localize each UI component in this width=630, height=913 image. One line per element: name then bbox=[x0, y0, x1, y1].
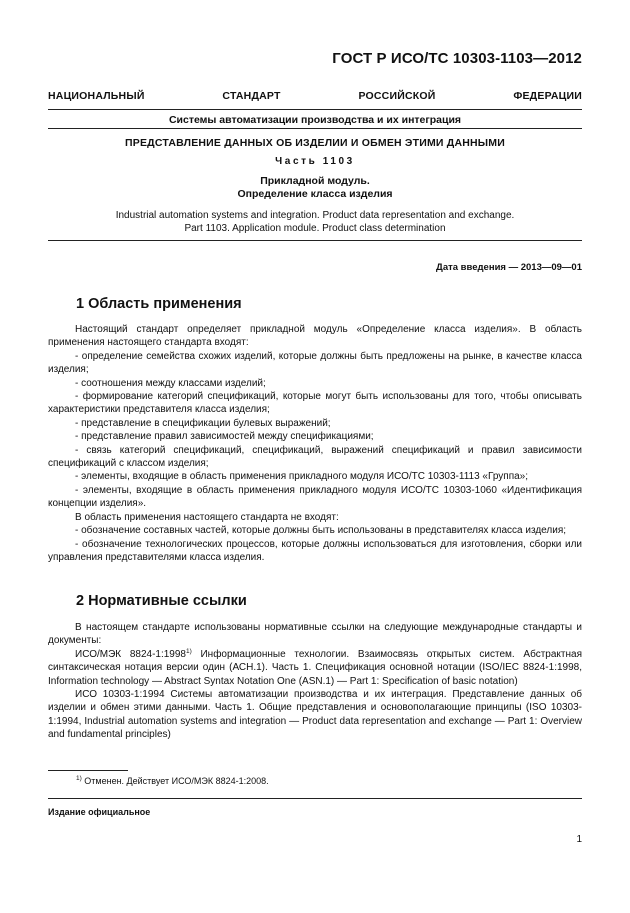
official-edition-label: Издание официальное bbox=[48, 807, 151, 817]
header-rule-top bbox=[48, 109, 582, 110]
section-2-body bbox=[48, 621, 582, 742]
title-main: ПРЕДСТАВЛЕНИЕ ДАННЫХ ОБ ИЗДЕЛИИ И ОБМЕН ЭТИМИ ДАННЫМИ bbox=[125, 137, 505, 149]
title-english-line-1: Industrial automation systems and integration. Product data representation and exchange. bbox=[115, 210, 515, 221]
reference-code: ИСО/МЭК 8824-1:1998 bbox=[75, 648, 186, 660]
effective-date: Дата введения — 2013—09—01 bbox=[436, 262, 582, 273]
title-subtitle-line-1: Прикладной модуль. bbox=[260, 175, 370, 187]
section-1-heading: 1 Область применения bbox=[76, 296, 242, 312]
list-item: - элементы, входящие в область применения прикладного модуля ИСО/ТС 10303-1113 «Группа»; bbox=[75, 471, 529, 483]
national-standard-heading: НАЦИОНАЛЬНЫЙ СТАНДАРТ РОССИЙСКОЙ ФЕДЕРАЦИИ bbox=[48, 90, 582, 102]
title-part: Часть 1103 bbox=[275, 156, 355, 167]
list-item: - элементы, входящие в область применения прикладного модуля ИСО/ТС 10303-1060 «Идентификация концепции изделия». bbox=[48, 484, 582, 510]
list-item: - представление правил зависимостей между спецификациями; bbox=[75, 431, 374, 443]
section-2-heading: 2 Нормативные ссылки bbox=[76, 593, 247, 609]
title-english bbox=[48, 209, 582, 235]
document-code: ГОСТ Р ИСО/ТС 10303-1103—2012 bbox=[332, 50, 582, 67]
title-series: Системы автоматизации производства и их интеграция bbox=[168, 114, 462, 126]
list-item: - соотношения между классами изделий; bbox=[75, 377, 266, 389]
list-item: - обозначение технологических процессов, которые должны использоваться для изготовления, сборки или управления представителями класса изделия. bbox=[48, 538, 582, 563]
page-number: 1 bbox=[576, 834, 582, 845]
title-english-line-2: Part 1103. Application module. Product class determination bbox=[184, 223, 446, 234]
title-rule bbox=[48, 128, 582, 129]
list-item: - определение семейства схожих изделий, которые должны быть предложены на рынке, в качестве класса изделия; bbox=[48, 350, 582, 376]
reference-item: ИСО 10303-1:1994 Системы автоматизации производства и их интеграция. Представление данных об изделии и обмен этими данными. Часть 1. Общие представления и основополагающие принципы (ISO 10303-1:1994, Industrial automation systems and integration — Product data representation and exchange — Part 1: Overview and fundamental principles) bbox=[48, 689, 582, 741]
title-subtitle bbox=[48, 175, 582, 201]
footnote-text: Отменен. Действует ИСО/МЭК 8824-1:2008. bbox=[81, 776, 269, 786]
reference-item bbox=[48, 648, 582, 688]
paragraph: В настоящем стандарте использованы нормативные ссылки на следующие международные стандарты и документы: bbox=[48, 622, 582, 647]
list-item: - связь категорий спецификаций, спецификаций, выражений спецификаций и правил зависимости спецификаций с классом изделия; bbox=[48, 444, 582, 470]
list-item: - представление в спецификации булевых выражений; bbox=[75, 417, 331, 429]
reference-text: Информационные технологии. Взаимосвязь открытых систем. Абстрактная синтаксическая нотация версии один (АСН.1). Часть 1. Спецификация основной нотации (ISO/IEC 8824-1:1998, Information technology — Abstract Syntax Notation One (ASN.1) — Part 1: Specification of basic notation) bbox=[48, 648, 582, 687]
title-rule-bottom bbox=[48, 240, 582, 241]
list-item: - обозначение составных частей, которые должны быть использованы в представителях класса изделия; bbox=[75, 525, 567, 537]
footnote-separator bbox=[48, 770, 128, 771]
section-1-body bbox=[48, 323, 582, 564]
footnote-marker: 1) bbox=[185, 647, 192, 655]
footer-rule bbox=[48, 798, 582, 799]
paragraph: В область применения настоящего стандарта не входят: bbox=[75, 511, 339, 523]
list-item: - формирование категорий спецификаций, которые могут быть использованы для того, чтобы описывать характеристики представителя класса изделия; bbox=[48, 391, 582, 416]
title-subtitle-line-2: Определение класса изделия bbox=[237, 188, 393, 200]
paragraph: Настоящий стандарт определяет прикладной модуль «Определение класса изделия». В область применения настоящего стандарта входят: bbox=[48, 324, 582, 349]
footnote-mark: 1) bbox=[76, 775, 82, 782]
footnote bbox=[76, 776, 269, 786]
